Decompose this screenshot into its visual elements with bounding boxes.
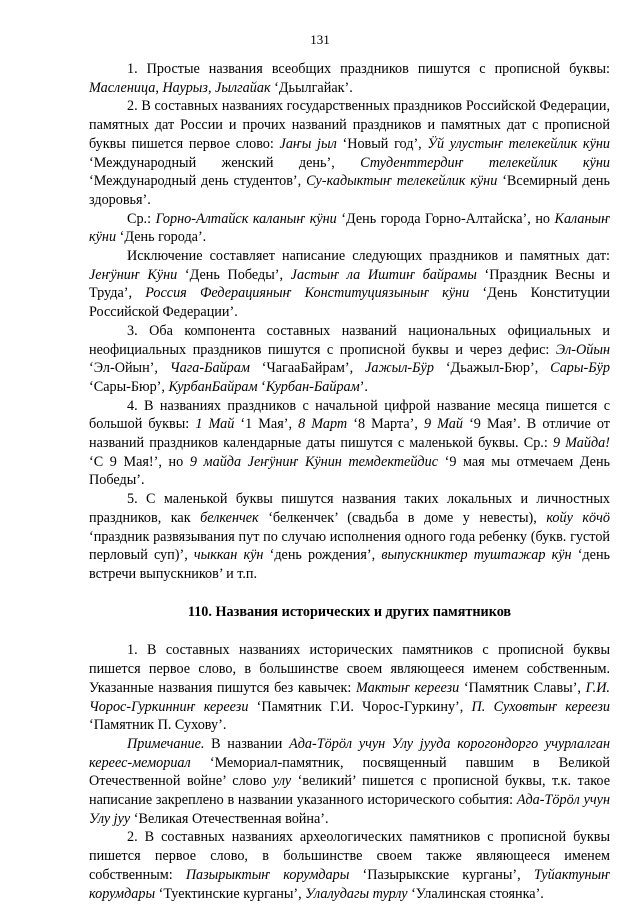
- text-run: ‘Новый год’,: [336, 135, 428, 152]
- section-heading: 110. Названия исторических и других памятников: [187, 603, 512, 620]
- text-run: ‘Великая Отечественная война’.: [130, 810, 329, 827]
- italic-term: Эл-Ойын: [555, 341, 610, 358]
- text-run: ‘С 9 Мая!’, но: [89, 453, 190, 470]
- italic-term: Сары-Бӱр: [550, 360, 610, 377]
- text-run: ‘Мемориал-памятник, посвященный павшим в Великой Отечественной войне’ слово: [89, 754, 610, 790]
- italic-term: Курбан-Байрам: [265, 378, 360, 395]
- italic-term: Мактыҥ кереези: [356, 679, 460, 696]
- text-run: Исключение составляет написание следующих праздников и памятных дат:: [127, 248, 610, 265]
- text-run: ‘Праздник Весны и Труда’,: [89, 266, 610, 302]
- text-run: ‘Международный день студентов’,: [89, 173, 307, 190]
- text-run: ‘Улалинская стоянка’.: [407, 885, 544, 902]
- italic-term: Масленица: [89, 79, 156, 96]
- italic-term: КурбанБайрам: [168, 378, 258, 395]
- text-run: 2. В составных названиях государственных праздников Российской Федерации, памятных дат России и прочих названий праздников и памятных дат с прописной буквы пишется первое слово:: [89, 98, 610, 152]
- paragraph-compare: [89, 210, 610, 247]
- text-run: ‘1 Мая’,: [234, 416, 299, 433]
- paragraph-numeric-holidays: [89, 397, 610, 491]
- paragraph-compound-holidays: [89, 97, 610, 209]
- text-run: ‘9 Мая’. В отличие от названий праздников календарные даты пишутся с маленькой буквы. Ср.:: [89, 416, 610, 452]
- italic-term: Ӱй улустыҥ телекейлик кӱни: [427, 135, 610, 152]
- italic-term: 9 Май: [424, 416, 463, 433]
- paragraph-historical-monuments: [89, 641, 610, 735]
- italic-term: Су-кадыктыҥ телекейлик кӱни: [306, 173, 498, 190]
- italic-term: чыккан кӱн: [193, 547, 264, 564]
- italic-term: улу: [272, 773, 292, 790]
- text-run: ‘Международный женский день’,: [89, 154, 361, 171]
- italic-term: койу кӧчӧ: [546, 509, 610, 526]
- text-run: ,: [207, 79, 216, 96]
- italic-term: Улалудагы турлу: [305, 885, 408, 902]
- italic-term: 9 майда Јеҥӱниҥ Кӱнин темдектейдис: [189, 453, 438, 470]
- text-run: 1. Простые названия всеобщих праздников пишутся с прописной буквы:: [127, 61, 610, 77]
- text-run: ‘белкенчек’ (свадьба в доме у невесты),: [258, 509, 547, 526]
- text-run: Ср.:: [127, 210, 156, 227]
- text-run: В названии: [204, 735, 290, 752]
- page-number: 131: [310, 32, 330, 47]
- paragraph-lowercase-holidays: [89, 490, 610, 584]
- text-run: ,: [155, 79, 163, 96]
- text-run: ‘Памятник Славы’,: [459, 679, 586, 696]
- italic-term: Туйактуныҥ корумдары: [89, 866, 610, 902]
- text-run: ‘Памятник Г.И. Чорос-Гуркину’,: [248, 698, 472, 715]
- italic-term: Јастыҥ ла Иштиҥ байрамы: [290, 266, 477, 283]
- text-run: ‘ЧагааБайрам’,: [249, 360, 366, 377]
- italic-term: выпускниктер туштажар кӱн: [381, 547, 572, 564]
- text-run: ’.: [359, 378, 368, 395]
- italic-term: Јылгайак: [215, 79, 271, 96]
- italic-term: Чага-Байрам: [169, 360, 250, 377]
- italic-term: Јеҥӱниҥ Кӱни: [89, 266, 178, 283]
- text-run: 4. В названиях праздников с начальной цифрой название месяца пишется с большой буквы:: [89, 397, 610, 433]
- italic-term: Јажыл-Бӱр: [365, 360, 434, 377]
- italic-term: Ада-Тӧрӧл учун Улу јууда корогондорго учурлалган кереес-мемориал: [89, 735, 610, 771]
- paragraph-note: [89, 735, 610, 829]
- text-run: 5. С маленькой буквы пишутся названия таких локальных и личностных праздников, как: [89, 491, 610, 526]
- italic-term: Примечание.: [127, 735, 205, 752]
- text-run: ‘Туектинские курганы’,: [155, 885, 306, 902]
- italic-term: Јаҥы јыл: [279, 135, 337, 152]
- text-run: ‘день встречи выпускников’ и т.п.: [89, 547, 611, 582]
- text-run: ‘8 Марта’,: [347, 416, 424, 433]
- italic-term: белкенчек: [200, 509, 259, 526]
- text-run: ‘Дьажыл-Бюр’,: [433, 360, 551, 377]
- italic-term: П. Суховтыҥ кереези: [471, 698, 610, 715]
- text-run: ‘Дьылгайак’.: [270, 79, 353, 96]
- text-run: 2. В составных названиях археологических памятников с прописной буквы пишется первое слово, в большинстве своем также являющееся именем собственным:: [89, 829, 610, 883]
- italic-term: Ада-Тӧрӧл учун Улу јуу: [89, 792, 611, 827]
- text-run: ‘Памятник П. Сухову’.: [89, 717, 227, 734]
- text-run: ‘День города’.: [116, 229, 207, 246]
- text-run: ‘праздник развязывания пут по случаю исполнения одного года ребенку (букв. густой перловый суп)’,: [89, 528, 610, 564]
- text-run: ‘день рождения’,: [263, 547, 382, 564]
- text-run: ‘Пазырыкские курганы’,: [349, 866, 534, 883]
- paragraph-national-holidays: [89, 322, 610, 397]
- text-run: 1. В составных названиях исторических памятников с прописной буквы пишется первое слово, в большинстве своем являющееся именем собственным. Указанные названия пишутся без кавычек:: [89, 642, 610, 696]
- text-run: ‘: [257, 378, 266, 395]
- italic-term: Каланыҥ кӱни: [89, 210, 610, 246]
- text-run: ‘Всемирный день здоровья’.: [89, 173, 610, 208]
- italic-term: Пазырыктыҥ корумдары: [185, 866, 350, 883]
- paragraph-simple-holidays: [89, 60, 610, 97]
- text-run: ‘великий’ пишется с прописной буквы, т.к. такое написание закреплено в названии указанного исторического события:: [89, 773, 610, 809]
- italic-term: Наурыз: [162, 79, 208, 96]
- italic-term: Горно-Алтайск каланыҥ кӱни: [155, 210, 337, 227]
- italic-term: Россия Федерацияныҥ Конституциязыныҥ кӱни: [145, 285, 470, 302]
- text-run: 3. Оба компонента составных названий национальных официальных и неофициальных праздников пишутся с прописной буквы и через дефис:: [89, 322, 610, 358]
- text-run: ‘Эл-Ойын’,: [89, 360, 170, 377]
- text-run: ‘День Победы’,: [177, 266, 291, 283]
- italic-term: 8 Март: [298, 416, 348, 433]
- italic-term: Г.И. Чорос-Гуркинниҥ кереези: [89, 679, 610, 715]
- text-run: ‘9 мая мы отмечаем День Победы’.: [89, 453, 611, 489]
- document-body: [89, 60, 610, 903]
- italic-term: Студенттердиҥ телекейлик кӱни: [360, 154, 610, 171]
- italic-term: 1 Май: [195, 416, 235, 433]
- paragraph-exceptions: [89, 247, 610, 322]
- italic-term: 9 Майда!: [552, 435, 610, 452]
- text-run: ‘День Конституции Российской Федерации’.: [89, 285, 610, 321]
- text-run: ‘День города Горно-Алтайска’, но: [336, 210, 555, 227]
- paragraph-archaeological-monuments: [89, 828, 610, 903]
- text-run: ‘Сары-Бюр’,: [89, 378, 169, 395]
